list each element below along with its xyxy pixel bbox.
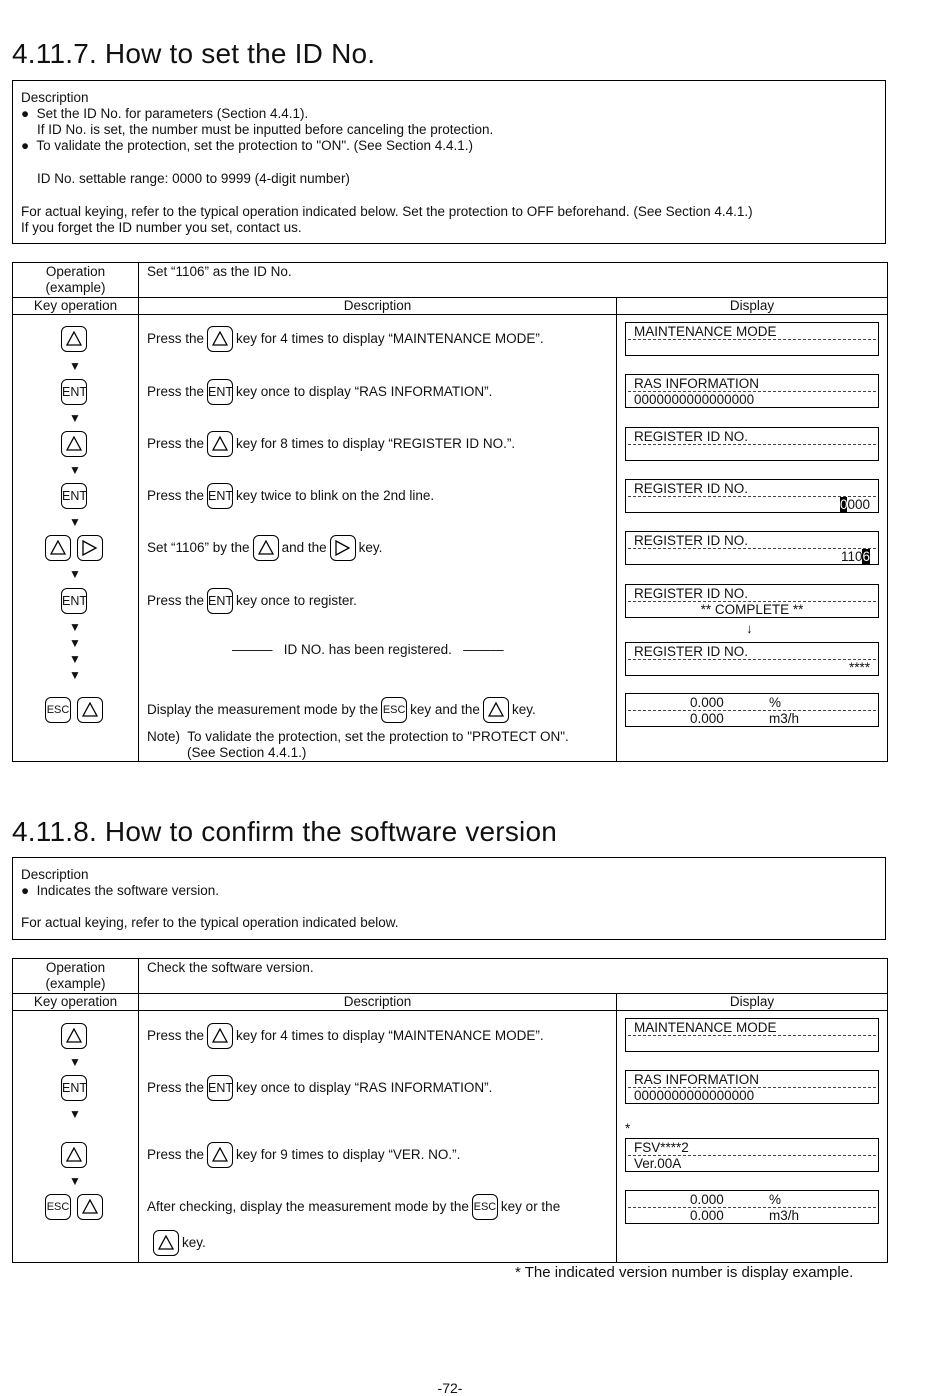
up-key-icon	[45, 535, 71, 561]
bullet-icon: ●	[21, 138, 30, 153]
step-arrow: ▼	[69, 652, 81, 666]
section-4-11-7-heading: 4.11.7. How to set the ID No.	[12, 38, 376, 69]
up-key-icon	[77, 697, 103, 723]
bullet-text-cont: If ID No. is set, the number must be inputted before canceling the protection.	[37, 122, 494, 137]
lcd-display: 0.000 % 0.000 m3/h	[625, 1190, 879, 1224]
id-description-box	[12, 80, 886, 244]
op-value: Check the software version.	[147, 960, 314, 975]
step-desc: key.	[150, 1230, 206, 1256]
ent-key: ENT	[207, 483, 233, 509]
description-title: Description	[21, 90, 89, 105]
col-display: Display	[729, 994, 775, 1009]
step-desc: Press the ENT key once to register.	[147, 588, 357, 614]
bullet-text: Indicates the software version.	[36, 883, 220, 898]
step-desc: After checking, display the measurement mode by the ESC key or the	[147, 1194, 560, 1220]
lcd-display: REGISTER ID NO. ** COMPLETE **	[625, 584, 879, 618]
step-arrow: ▼	[69, 1174, 81, 1188]
step-desc: Press the key for 8 times to display “REGISTER ID NO.”.	[147, 431, 515, 457]
esc-key: ESC	[45, 1194, 71, 1220]
lcd-display: MAINTENANCE MODE	[625, 322, 879, 356]
ent-key: ENT	[61, 483, 87, 509]
col-key-operation: Key operation	[33, 298, 118, 313]
lcd-display: REGISTER ID NO.	[625, 427, 879, 461]
step-arrow: ▼	[69, 668, 81, 682]
step-arrow: ▼	[69, 411, 81, 425]
bullet-text: To validate the protection, set the protection to "ON". (See Section 4.4.1.)	[36, 138, 473, 153]
ent-key: ENT	[61, 379, 87, 405]
step-arrow: ▼	[69, 567, 81, 581]
col-description: Description	[343, 298, 412, 313]
bullet-icon: ●	[21, 883, 30, 898]
lcd-display: REGISTER ID NO. ****	[625, 642, 879, 676]
note-text: Note) To validate the protection, set the protection to "PROTECT ON".	[147, 729, 569, 744]
blink-cursor: 0	[839, 497, 848, 512]
bullet-text: Set the ID No. for parameters (Section 4.4.1).	[36, 106, 309, 121]
up-key-icon	[77, 1194, 103, 1220]
up-key-icon	[61, 1023, 87, 1049]
step-arrow: ▼	[69, 463, 81, 477]
up-key-icon	[483, 697, 509, 723]
down-arrow-icon: ↓	[746, 621, 753, 636]
op-label-2: (example)	[45, 280, 106, 295]
lcd-display: MAINTENANCE MODE	[625, 1018, 879, 1052]
step-arrow: ▼	[69, 636, 81, 650]
section-4-11-8-heading: 4.11.8. How to confirm the software version	[12, 816, 557, 847]
col-key-operation: Key operation	[33, 994, 118, 1009]
footnote-marker: *	[625, 1121, 631, 1136]
step-desc: Press the key for 9 times to display “VER. NO.”.	[147, 1142, 460, 1168]
ent-key: ENT	[207, 1075, 233, 1101]
keying-text: For actual keying, refer to the typical operation indicated below. Set the protection to OFF beforehand. (See Section 4.4.1.)	[21, 204, 753, 219]
step-desc: Press the ENT key once to display “RAS INFORMATION”.	[147, 379, 492, 405]
esc-key: ESC	[381, 697, 407, 723]
right-key-icon	[77, 535, 103, 561]
ent-key: ENT	[61, 1075, 87, 1101]
lcd-display: RAS INFORMATION 0000000000000000	[625, 374, 879, 408]
step-desc: Set “1106” by the and the key.	[147, 535, 382, 561]
step-arrow: ▼	[69, 359, 81, 373]
step-desc: Press the ENT key twice to blink on the 2nd line.	[147, 483, 434, 509]
page-number: -72-	[437, 1380, 463, 1396]
up-key-icon	[207, 431, 233, 457]
op-label: Operation	[45, 264, 106, 279]
version-description-box	[12, 857, 886, 940]
version-footnote: * The indicated version number is display example.	[515, 1264, 854, 1281]
forget-text: If you forget the ID number you set, contact us.	[21, 220, 302, 235]
step-arrow: ▼	[69, 515, 81, 529]
step-desc: Press the ENT key once to display “RAS INFORMATION”.	[147, 1075, 492, 1101]
up-key-icon	[61, 431, 87, 457]
op-label-2: (example)	[45, 976, 106, 991]
lcd-display: REGISTER ID NO. 1106	[625, 531, 879, 565]
description-title: Description	[21, 867, 89, 882]
op-label: Operation	[45, 960, 106, 975]
registered-message: ——— ID NO. has been registered. ———	[232, 642, 504, 657]
lcd-display: 0.000 % 0.000 m3/h	[625, 693, 879, 727]
lcd-display: RAS INFORMATION 0000000000000000	[625, 1070, 879, 1104]
ent-key: ENT	[207, 588, 233, 614]
esc-key: ESC	[472, 1194, 498, 1220]
esc-key: ESC	[45, 697, 71, 723]
step-desc: Press the key for 4 times to display “MAINTENANCE MODE”.	[147, 1023, 544, 1049]
up-key-icon	[153, 1230, 179, 1256]
up-key-icon	[207, 1142, 233, 1168]
step-arrow: ▼	[69, 620, 81, 634]
up-key-icon	[61, 326, 87, 352]
note-text-cont: (See Section 4.4.1.)	[187, 745, 307, 760]
op-value: Set “1106” as the ID No.	[147, 264, 292, 279]
ent-key: ENT	[207, 379, 233, 405]
step-desc: Press the key for 4 times to display “MAINTENANCE MODE”.	[147, 326, 544, 352]
col-description: Description	[343, 994, 412, 1009]
blink-cursor: 6	[862, 549, 870, 564]
step-arrow: ▼	[69, 1055, 81, 1069]
up-key-icon	[253, 535, 279, 561]
up-key-icon	[61, 1142, 87, 1168]
keying-text: For actual keying, refer to the typical operation indicated below.	[21, 915, 399, 930]
range-text: ID No. settable range: 0000 to 9999 (4-digit number)	[37, 171, 350, 186]
bullet-icon: ●	[21, 106, 30, 121]
step-arrow: ▼	[69, 1107, 81, 1121]
lcd-display: REGISTER ID NO. 0000	[625, 479, 879, 513]
lcd-display: FSV****2 Ver.00A	[625, 1138, 879, 1172]
step-desc: Display the measurement mode by the ESC key and the key.	[147, 697, 536, 723]
right-key-icon	[330, 535, 356, 561]
ent-key: ENT	[61, 588, 87, 614]
up-key-icon	[207, 326, 233, 352]
col-display: Display	[729, 298, 775, 313]
up-key-icon	[207, 1023, 233, 1049]
